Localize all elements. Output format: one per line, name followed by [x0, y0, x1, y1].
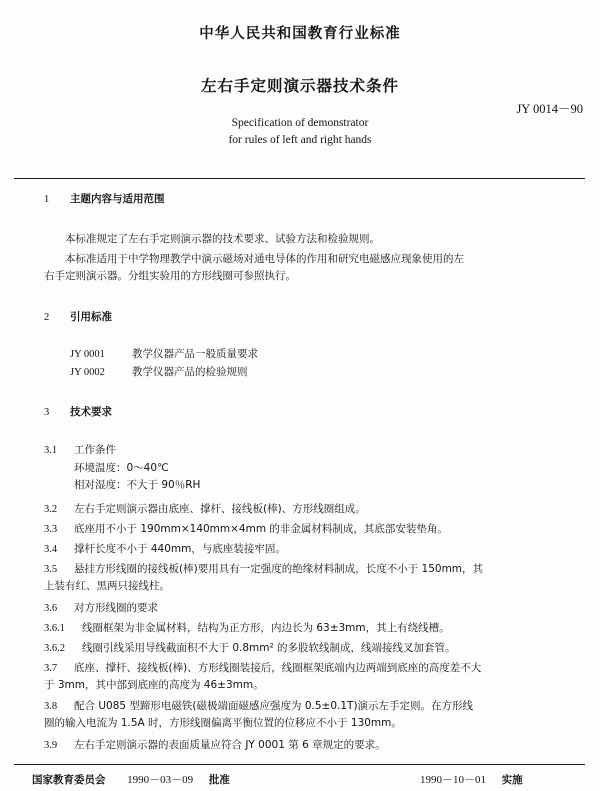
implementation-date: 1990－10－01	[420, 774, 486, 786]
standard-category: 中华人民共和国教育行业标准	[199, 26, 401, 42]
clause-text: 左右手定则演示器的表面质量应符合 JY 0001 第 6 章规定的要求。	[74, 739, 386, 751]
section-number: 1	[44, 194, 50, 205]
clause-number: 3.1	[44, 445, 58, 456]
clause	[44, 660, 481, 675]
section-heading	[44, 404, 112, 419]
clause	[44, 698, 473, 713]
section-title: 主题内容与适用范围	[70, 193, 165, 205]
clause-number: 3.6.1	[44, 623, 65, 634]
clause	[44, 501, 366, 516]
clause-number: 3.7	[44, 663, 58, 674]
reference-name: 教学仪器产品的检验规则	[132, 366, 248, 378]
implementation-label: 实施	[501, 774, 523, 786]
clause	[44, 620, 450, 635]
clause-text: 相对湿度：不大于 90％RH	[74, 479, 201, 491]
clause-text: 工作条件	[74, 444, 116, 456]
reference-code: JY 0002	[70, 367, 105, 378]
clause-text: 对方形线圈的要求	[74, 602, 158, 614]
clause-text: 配合 U085 型蹄形电磁铁(磁极端面磁感应强度为 0.5±0.1T)演示左手定则。在方形线	[74, 700, 474, 712]
clause	[44, 737, 386, 752]
clause-number: 3.6.2	[44, 643, 65, 654]
clause-text: 于 3mm，其中部到底座的高度为 46±3mm。	[44, 679, 264, 691]
section-title: 技术要求	[70, 406, 112, 418]
implementation-info	[420, 771, 523, 787]
clause-number: 3.3	[44, 524, 58, 535]
reference-code: JY 0001	[70, 349, 105, 360]
reference-name: 教学仪器产品一般质量要求	[132, 348, 258, 360]
clause-text: 线圈引线采用导线截面积不大于 0.8mm² 的多股软线制成，线端接线叉加套管。	[82, 642, 456, 654]
clause-text: 撑杆长度不小于 440mm，与底座装接牢固。	[74, 543, 286, 555]
clause	[44, 521, 448, 536]
reference-item	[70, 346, 258, 361]
clause-text: 底座、撑杆、接线板(棒)、方形线圈装接后，线圈框架底端内边两端到底座的高度差不大	[74, 662, 482, 674]
paragraph: 右手定则演示器。分组实验用的方形线圈可参照执行。	[44, 270, 296, 282]
english-title-line1: Specification of demonstrator	[231, 117, 369, 129]
section-number: 2	[44, 312, 50, 323]
paragraph: 本标准规定了左右手定则演示器的技术要求、试验方法和检验规则。	[65, 233, 380, 245]
clause-text: 线圈框架为非金属材料，结构为正方形，内边长为 63±3mm，其上有绕线槽。	[82, 622, 450, 634]
section-heading	[44, 309, 112, 324]
approval-date: 1990－03－09	[127, 774, 194, 786]
approving-organization: 国家教育委员会	[32, 774, 106, 786]
clause-number: 3.4	[44, 544, 58, 555]
clause-text: 左右手定则演示器由底座、撑杆、接线板(棒)、方形线圈组成。	[74, 503, 366, 515]
clause	[44, 600, 158, 615]
top-rule	[14, 178, 585, 179]
clause-number: 3.5	[44, 564, 58, 575]
clause	[44, 640, 456, 655]
clause-number: 3.6	[44, 603, 58, 614]
paragraph: 本标准适用于中学物理教学中演示磁场对通电导体的作用和研究电磁感应现象使用的左	[65, 253, 464, 265]
section-number: 3	[44, 407, 50, 418]
clause	[44, 561, 483, 576]
standard-code: JY 0014－90	[516, 102, 583, 116]
approval-label: 批准	[208, 774, 230, 786]
clause-text: 上装有红、黑两只接线柱。	[44, 580, 170, 592]
clause	[44, 541, 286, 556]
reference-item	[70, 364, 248, 379]
clause-text: 底座用不小于 190mm×140mm×4mm 的非金属材料制成，其底部安装垫角。	[74, 523, 448, 535]
section-heading	[44, 191, 165, 206]
clause-number: 3.9	[44, 740, 58, 751]
approval-info	[32, 771, 230, 787]
clause	[44, 442, 116, 457]
english-title-line2: for rules of left and right hands	[228, 134, 372, 146]
clause-number: 3.8	[44, 701, 58, 712]
clause-text: 悬挂方形线圈的接线板(棒)要用具有一定强度的绝缘材料制成，长度不小于 150mm，其	[74, 563, 484, 575]
section-title: 引用标准	[70, 311, 112, 323]
bottom-rule	[14, 764, 585, 765]
clause-number: 3.2	[44, 504, 58, 515]
clause-text: 环境温度：0～40℃	[74, 462, 169, 474]
document-title: 左右手定则演示器技术条件	[200, 77, 399, 95]
clause-text: 圈的输入电流为 1.5A 时，方形线圈偏离平衡位置的位移应不小于 130mm。	[44, 717, 402, 729]
